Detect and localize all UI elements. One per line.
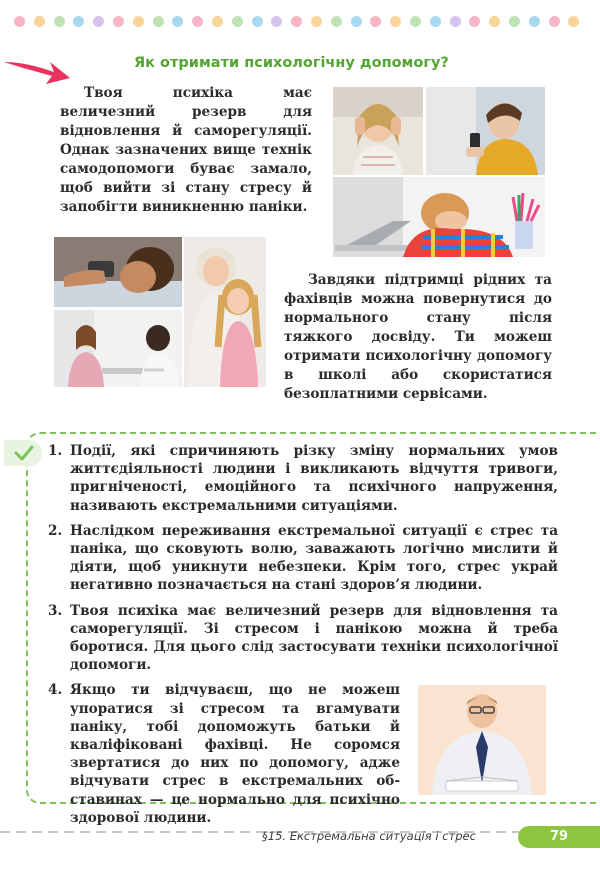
decorative-dot	[271, 16, 282, 27]
decorative-dot	[410, 16, 421, 27]
decorative-dot	[351, 16, 362, 27]
decorative-dot	[252, 16, 263, 27]
decorative-dot	[54, 16, 65, 27]
decorative-dot	[430, 16, 441, 27]
summary-item-text: Якщо ти відчуваєш, що не можеш упоратися зі стресом та вгамувати паніку, тобі допоможуть батьки й кваліфіковані фахівці. Не соромся звертатися до них по допомогу, адже відчувати стрес в екстремальних обставинах — це нормально для психічно здорової людини.	[70, 682, 400, 826]
summary-marker	[4, 440, 42, 466]
decorative-dot	[133, 16, 144, 27]
decorative-dot	[212, 16, 223, 27]
summary-item-text: Події, які спричиняють різку зміну нормальних умов життєдіяльності людини і викликають відчуття тривоги, пригніченості, емоційного та психічного напруження, називають екстремальними ситуаціями.	[70, 443, 558, 514]
paragraph-self-help	[60, 84, 312, 217]
summary-item-number: 4.	[48, 682, 63, 699]
decorative-dot	[489, 16, 500, 27]
decorative-dot	[529, 16, 540, 27]
photo-boy-asleep-on-laptop	[333, 177, 545, 257]
decorative-dots	[14, 16, 586, 28]
decorative-dot	[549, 16, 560, 27]
summary-item-text: Твоя психіка має величезний резерв для відновлення та саморегуляції. Зі стресом і панікою можна й треба боротися. Для цього слід застосувати техніки психологічної допомоги.	[70, 602, 558, 674]
photo-counseling-session	[54, 310, 182, 387]
chapter-title: §15. Екстремальна ситуація і стрес	[262, 829, 476, 843]
photo-teacher-with-book	[418, 685, 546, 795]
decorative-dot	[172, 16, 183, 27]
summary-item-number: 1.	[48, 443, 63, 459]
decorative-dot	[291, 16, 302, 27]
decorative-dot	[232, 16, 243, 27]
page-number: 79	[518, 826, 600, 848]
decorative-dot	[14, 16, 25, 27]
summary-item	[48, 442, 558, 515]
decorative-dot	[192, 16, 203, 27]
decorative-dot	[370, 16, 381, 27]
decorative-dot	[390, 16, 401, 27]
summary-item	[48, 602, 558, 675]
decorative-dot	[311, 16, 322, 27]
paragraph-support	[284, 271, 552, 404]
photo-girl-covering-ears	[333, 87, 423, 175]
decorative-dot	[153, 16, 164, 27]
summary-item-number: 3.	[48, 602, 63, 619]
decorative-dot	[450, 16, 461, 27]
summary-item-number: 2.	[48, 522, 63, 539]
photo-boy-with-phone	[426, 87, 545, 175]
section-heading: Як отримати психологічну допомогу?	[134, 55, 449, 71]
decorative-dot	[469, 16, 480, 27]
summary-item	[48, 522, 558, 595]
decorative-dot	[73, 16, 84, 27]
decorative-dot	[113, 16, 124, 27]
decorative-dot	[509, 16, 520, 27]
decorative-dot	[568, 16, 579, 27]
paragraph-self-help-text: Твоя психіка має величезний резерв для відновлення й саморегуляції. Однак зазначених вище технік самодопомоги буває замало, щоб вийти зі стану стресу й запобігти виникненню паніки.	[60, 85, 312, 215]
decorative-dot	[34, 16, 45, 27]
paragraph-support-text: Завдяки підтримці рідних та фахівців можна повернутися до нормального стану після тяжкого досвіду. Ти можеш отримати психологічну допомогу в школі або скористатися безоплатними сервісами.	[284, 272, 552, 402]
footer-divider	[0, 818, 600, 820]
decorative-dot	[331, 16, 342, 27]
decorative-dot	[93, 16, 104, 27]
summary-item-text: Наслідком переживання екстремальної ситуації є стрес та паніка, що сковують волю, заважають логічно мислити й діяти, щоб уникнути небезпеки. Крім того, стрес украй негативно позначається на стані здоров’я людини.	[70, 522, 558, 594]
photo-grandmother-and-granddaughter	[184, 237, 266, 387]
photo-teen-lying-with-phone	[54, 237, 182, 307]
